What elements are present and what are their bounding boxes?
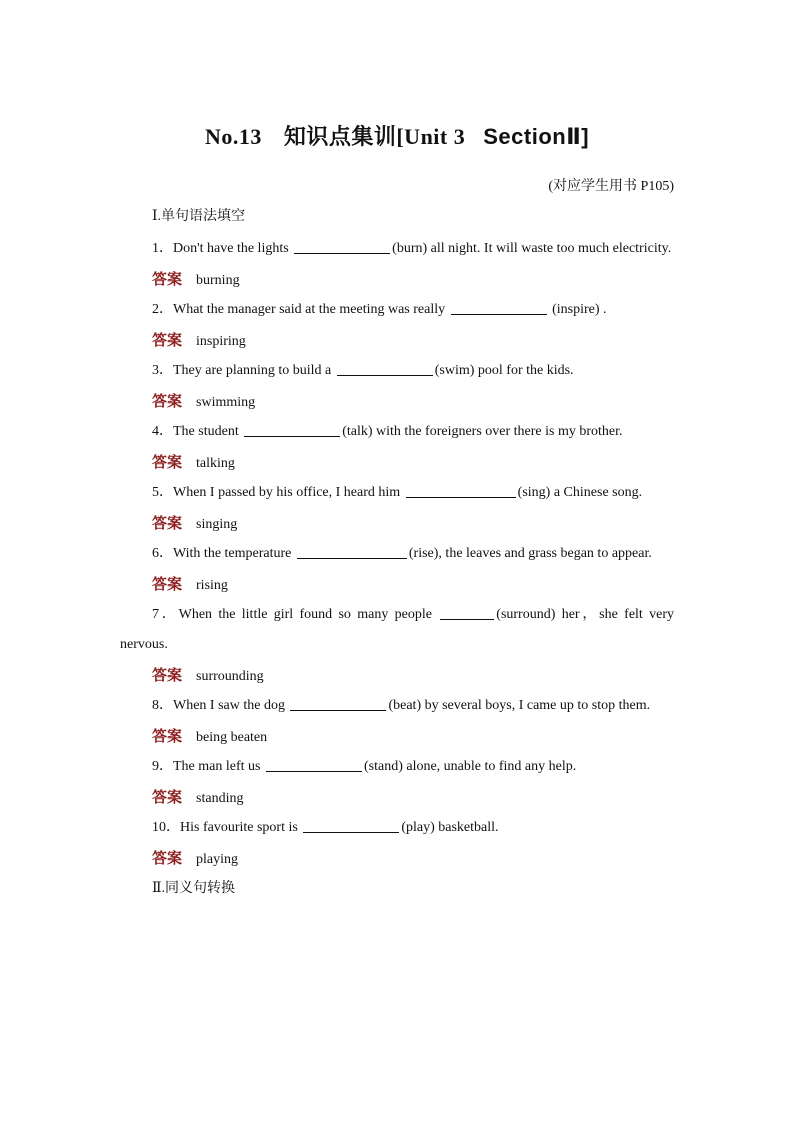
answer-blank [294, 237, 390, 254]
question-item [120, 813, 674, 843]
answer-blank [297, 542, 407, 559]
question-text: 3．They are planning to build a [152, 363, 335, 378]
question-text: 8．When I saw the dog [152, 698, 289, 713]
answer-text: playing [196, 852, 239, 867]
answer-row [120, 447, 674, 478]
question-text: 9．The man left us [152, 759, 264, 774]
section-heading-1: Ⅰ.单句语法填空 [152, 209, 246, 224]
answer-text: standing [196, 791, 244, 806]
answer-blank [303, 816, 399, 833]
answer-text: inspiring [196, 334, 246, 349]
answer-row [120, 569, 674, 600]
question-text: 6．With the temperature [152, 546, 295, 561]
answer-label: 答案 [152, 331, 183, 349]
page-title [0, 120, 794, 151]
answer-blank [266, 755, 362, 772]
answer-text: rising [196, 578, 228, 593]
answer-text: surrounding [196, 669, 264, 684]
question-hint: (inspire) . [548, 302, 607, 317]
question-text: 2．What the manager said at the meeting was really [152, 302, 449, 317]
question-text: 7．When the little girl found so many people [152, 607, 439, 622]
question-text: 1．Don't have the lights [152, 241, 293, 256]
title-number: No.13 [204, 124, 262, 149]
question-hint: (sing) a Chinese song. [517, 485, 643, 500]
question-item [120, 752, 674, 782]
answer-label: 答案 [152, 514, 183, 532]
answer-blank [406, 481, 516, 498]
answer-text: being beaten [196, 730, 268, 745]
question-hint: (surround) her，she felt very nervous. [120, 607, 674, 652]
answer-text: burning [196, 273, 240, 288]
answer-label: 答案 [152, 575, 183, 593]
answer-row [120, 843, 674, 874]
answer-blank [440, 603, 494, 620]
answer-label: 答案 [152, 849, 183, 867]
answer-text: singing [196, 517, 238, 532]
question-hint: (swim) pool for the kids. [434, 363, 574, 378]
question-item [120, 478, 674, 508]
question-item [120, 417, 674, 447]
book-reference: (对应学生用书 P105) [548, 179, 674, 194]
title-section: SectionⅡ] [483, 124, 590, 149]
answer-label: 答案 [152, 392, 183, 410]
answer-blank [451, 298, 547, 315]
question-hint: (talk) with the foreigners over there is my brother. [342, 424, 623, 439]
question-item [120, 356, 674, 386]
answer-label: 答案 [152, 270, 183, 288]
exercise-content [120, 202, 674, 906]
answer-row [120, 325, 674, 356]
answer-row [120, 782, 674, 813]
title-text: 知识点集训[Unit 3 [283, 124, 466, 149]
question-hint: (beat) by several boys, I came up to stop them. [388, 698, 651, 713]
question-text: 5．When I passed by his office, I heard him [152, 485, 404, 500]
question-text: 4．The student [152, 424, 243, 439]
answer-label: 答案 [152, 727, 183, 745]
answer-blank [337, 359, 433, 376]
answer-row [120, 386, 674, 417]
answer-label: 答案 [152, 788, 183, 806]
answer-blank [290, 694, 386, 711]
question-item [120, 600, 674, 660]
answer-row [120, 660, 674, 691]
question-hint: (burn) all night. It will waste too much electricity. [392, 241, 672, 256]
answer-text: talking [196, 456, 235, 471]
question-item [120, 691, 674, 721]
question-list [120, 234, 674, 874]
question-hint: (stand) alone, unable to find any help. [363, 759, 577, 774]
answer-row [120, 508, 674, 539]
question-hint: (play) basketball. [401, 820, 499, 835]
answer-row [120, 264, 674, 295]
question-hint: (rise), the leaves and grass began to appear. [408, 546, 652, 561]
section-heading-2: Ⅱ.同义句转换 [152, 881, 236, 896]
question-item [120, 539, 674, 569]
question-item [120, 295, 674, 325]
answer-row [120, 721, 674, 752]
answer-text: swimming [196, 395, 256, 410]
answer-blank [244, 420, 340, 437]
answer-label: 答案 [152, 453, 183, 471]
question-item [120, 234, 674, 264]
question-text: 10．His favourite sport is [152, 820, 302, 835]
answer-label: 答案 [152, 666, 183, 684]
